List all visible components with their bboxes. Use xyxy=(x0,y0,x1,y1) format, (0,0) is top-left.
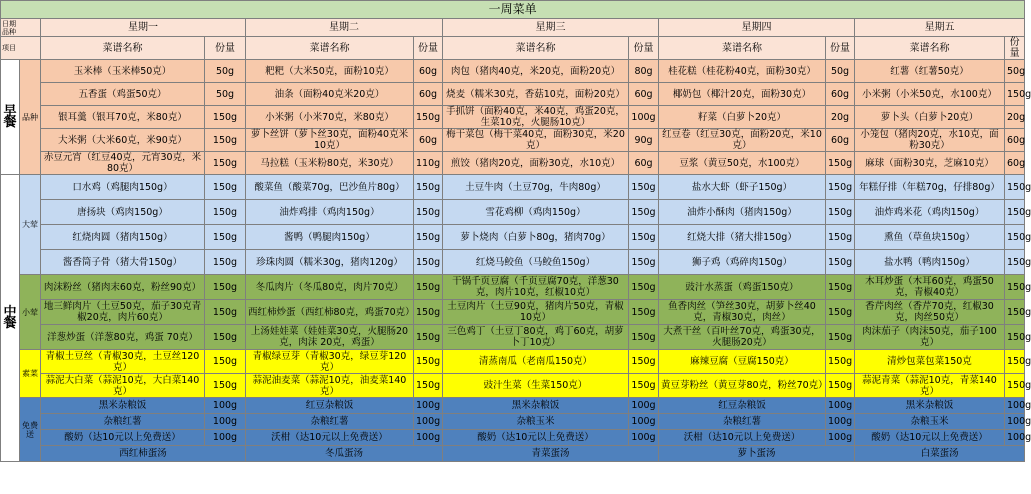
dish-name: 蒜泥大白菜（蒜泥10克，大白菜140克） xyxy=(41,374,205,398)
meal-label: 中餐 xyxy=(1,175,20,462)
dish-portion: 100g xyxy=(205,398,246,414)
dish-portion: 150g xyxy=(1005,250,1025,275)
dish-name: 青椒绿豆芽（青椒30克，绿豆芽120克） xyxy=(246,350,414,374)
dish-name: 狮子鸡（鸡碎肉150g） xyxy=(659,250,826,275)
portion-header: 份量 xyxy=(205,37,246,60)
dish-name: 杂粮红薯 xyxy=(659,414,826,430)
dish-portion: 60g xyxy=(629,152,659,175)
dish-portion: 100g xyxy=(414,414,443,430)
dish-name: 黑米杂粮饭 xyxy=(443,398,629,414)
dish-portion: 100g xyxy=(629,398,659,414)
soup-name: 萝卜蛋汤 xyxy=(659,446,855,462)
dish-portion: 150g xyxy=(826,152,855,175)
dish-portion: 150g xyxy=(826,175,855,200)
dish-portion: 150g xyxy=(1005,374,1025,398)
soup-name: 青菜蛋汤 xyxy=(443,446,659,462)
dish-name: 油炸鸡米花（鸡肉150g） xyxy=(855,200,1005,225)
dish-portion: 60g xyxy=(414,129,443,152)
dish-portion: 150g xyxy=(826,350,855,374)
dish-portion: 50g xyxy=(826,60,855,83)
dish-portion: 150g xyxy=(629,250,659,275)
dish-name: 鱼香肉丝（笋丝30克，胡萝卜丝40克，青椒30克，肉丝） xyxy=(659,300,826,325)
dish-name: 杂粮红薯 xyxy=(246,414,414,430)
page-title: 一周菜单 xyxy=(1,1,1025,19)
dish-name: 萝卜丝饼（萝卜丝30克，面粉40克米10克） xyxy=(246,129,414,152)
dish-name: 沃柑（达10元以上免费送） xyxy=(659,430,826,446)
day-header: 星期四 xyxy=(659,19,855,37)
dish-portion: 90g xyxy=(629,129,659,152)
dish-portion: 150g xyxy=(205,275,246,300)
dish-portion: 100g xyxy=(826,430,855,446)
dish-name-header: 菜谱名称 xyxy=(443,37,629,60)
dish-name: 红烧肉圆（猪肉150g） xyxy=(41,225,205,250)
day-header: 星期三 xyxy=(443,19,659,37)
dish-name: 肉沫茄子（肉沫50克，茄子100克） xyxy=(855,325,1005,350)
dish-portion: 150g xyxy=(414,350,443,374)
dish-name: 大米粥（大米60克，米90克） xyxy=(41,129,205,152)
day-header: 星期一 xyxy=(41,19,246,37)
dish-name: 上汤娃娃菜（娃娃菜30克，火腿肠20克，肉沫 20克，鸡蛋） xyxy=(246,325,414,350)
dish-portion: 150g xyxy=(205,129,246,152)
dish-portion: 150g xyxy=(1005,325,1025,350)
menu-row xyxy=(1,325,1025,350)
dish-name: 豉汁水蒸蛋（鸡蛋150克） xyxy=(659,275,826,300)
dish-name: 萝卜头（白萝卜20克） xyxy=(855,106,1005,129)
dish-portion: 150g xyxy=(205,106,246,129)
dish-portion: 150g xyxy=(205,325,246,350)
dish-name: 酸菜鱼（酸菜70g，巴沙鱼片80g） xyxy=(246,175,414,200)
dish-name: 黄豆芽粉丝（黄豆芽80克，粉丝70克） xyxy=(659,374,826,398)
dish-name: 粑粑（大米50克，面粉10克） xyxy=(246,60,414,83)
dish-name: 杂粮玉米 xyxy=(443,414,629,430)
dish-portion: 150g xyxy=(629,325,659,350)
dish-portion: 50g xyxy=(205,83,246,106)
dish-portion: 150g xyxy=(414,275,443,300)
dish-portion: 150g xyxy=(826,275,855,300)
dish-name: 红豆杂粮饭 xyxy=(246,398,414,414)
dish-name: 五香蛋（鸡蛋50克） xyxy=(41,83,205,106)
dish-portion: 100g xyxy=(826,414,855,430)
dish-portion: 100g xyxy=(1005,414,1025,430)
dish-portion: 150g xyxy=(205,350,246,374)
dish-name: 盐水鸭（鸭肉150g） xyxy=(855,250,1005,275)
dish-portion: 60g xyxy=(826,129,855,152)
dish-name: 口水鸡（鸡腿肉150g） xyxy=(41,175,205,200)
category-label: 免费送 xyxy=(20,398,41,462)
dish-portion: 110g xyxy=(414,152,443,175)
dish-portion: 150g xyxy=(414,300,443,325)
dish-name: 豆浆（黄豆50克，水100克） xyxy=(659,152,826,175)
menu-row xyxy=(1,83,1025,106)
dish-name: 椰奶包（椰汁20克，面粉30克） xyxy=(659,83,826,106)
dish-name: 黑米杂粮饭 xyxy=(855,398,1005,414)
dish-name: 小笼包（猪肉20克，水10克，面粉30克） xyxy=(855,129,1005,152)
dish-portion: 150g xyxy=(414,200,443,225)
dish-portion: 60g xyxy=(629,83,659,106)
dish-portion: 60g xyxy=(826,83,855,106)
dish-portion: 60g xyxy=(414,83,443,106)
menu-row xyxy=(1,300,1025,325)
dish-portion: 150g xyxy=(1005,350,1025,374)
dish-portion: 150g xyxy=(1005,200,1025,225)
menu-row xyxy=(1,374,1025,398)
dish-name: 红烧大排（猪大排150g） xyxy=(659,225,826,250)
dish-portion: 80g xyxy=(629,60,659,83)
dish-portion: 150g xyxy=(205,225,246,250)
dish-portion: 150g xyxy=(629,200,659,225)
dish-name: 小米粥（小米70克，米80克） xyxy=(246,106,414,129)
dish-portion: 100g xyxy=(1005,430,1025,446)
menu-row xyxy=(1,152,1025,175)
dish-name: 土豆肉片（土豆90克，猪肉片50克，青椒10克） xyxy=(443,300,629,325)
corner-item-label: 项目 xyxy=(1,37,41,60)
dish-name: 银耳羹（银耳70克，米80克） xyxy=(41,106,205,129)
dish-name: 煎饺（猪肉20克，面粉30克，水10克） xyxy=(443,152,629,175)
dish-name: 三色鸡丁（土豆丁80克，鸡丁60克，胡萝卜丁10克） xyxy=(443,325,629,350)
dish-name: 清蒸南瓜（老南瓜150克） xyxy=(443,350,629,374)
dish-portion: 150g xyxy=(826,250,855,275)
dish-portion: 150g xyxy=(1005,275,1025,300)
soup-row xyxy=(1,446,1025,462)
dish-name: 青椒土豆丝（青椒30克，土豆丝120克） xyxy=(41,350,205,374)
dish-name: 蒜泥油麦菜（蒜泥10克，油麦菜140克） xyxy=(246,374,414,398)
dish-name: 酸奶（达10元以上免费送） xyxy=(855,430,1005,446)
dish-name: 西红柿炒蛋（西红柿80克，鸡蛋70克） xyxy=(246,300,414,325)
dish-name: 籽菜（白萝卜20克） xyxy=(659,106,826,129)
dish-name: 梅干菜包（梅干菜40克，面粉30克，米20克） xyxy=(443,129,629,152)
corner-date-label: 日期 xyxy=(2,19,16,28)
dish-portion: 150g xyxy=(629,225,659,250)
corner-date-cat xyxy=(1,19,41,37)
menu-row xyxy=(1,225,1025,250)
soup-name: 西红柿蛋汤 xyxy=(41,446,246,462)
dish-portion: 150g xyxy=(826,325,855,350)
soup-name: 白菜蛋汤 xyxy=(855,446,1025,462)
dish-portion: 150g xyxy=(1005,175,1025,200)
dish-portion: 60g xyxy=(1005,129,1025,152)
corner-cat-label: 品种 xyxy=(2,27,16,36)
dish-portion: 50g xyxy=(205,60,246,83)
menu-row xyxy=(1,60,1025,83)
menu-row xyxy=(1,106,1025,129)
dish-portion: 20g xyxy=(826,106,855,129)
dish-portion: 150g xyxy=(826,300,855,325)
category-label: 大荤 xyxy=(20,175,41,275)
menu-row xyxy=(1,200,1025,225)
dish-name: 干锅千页豆腐（千页豆腐70克，洋葱30克，肉片10克，红椒10克） xyxy=(443,275,629,300)
dish-name: 大煮干丝（百叶丝70克，鸡蛋30克，火腿肠20克） xyxy=(659,325,826,350)
dish-name: 玉米棒（玉米棒50克） xyxy=(41,60,205,83)
dish-portion: 150g xyxy=(205,152,246,175)
dish-portion: 150g xyxy=(629,175,659,200)
menu-row xyxy=(1,275,1025,300)
dish-name: 酱香筒子骨（猪大骨150g） xyxy=(41,250,205,275)
dish-portion: 150g xyxy=(629,275,659,300)
dish-name: 杂粮红薯 xyxy=(41,414,205,430)
dish-portion: 150g xyxy=(205,300,246,325)
dish-name: 土豆牛肉（土豆70g，牛肉80g） xyxy=(443,175,629,200)
dish-portion: 150g xyxy=(1005,83,1025,106)
dish-name: 红豆杂粮饭 xyxy=(659,398,826,414)
dish-name: 肉沫粉丝（猪肉末60克，粉丝90克） xyxy=(41,275,205,300)
dish-name: 红豆卷（红豆30克，面粉20克，米10克） xyxy=(659,129,826,152)
dish-name-header: 菜谱名称 xyxy=(246,37,414,60)
dish-name: 马拉糕（玉米粉80克，米30克） xyxy=(246,152,414,175)
dish-name: 地三鲜肉片（土豆50克，茄子30克青椒20克，肉片60克） xyxy=(41,300,205,325)
dish-portion: 50g xyxy=(1005,60,1025,83)
dish-portion: 150g xyxy=(1005,300,1025,325)
dish-name: 手抓饼（面粉40克，米40克，鸡蛋20克，生菜10克，火腿肠10克） xyxy=(443,106,629,129)
soup-name: 冬瓜蛋汤 xyxy=(246,446,443,462)
dish-name: 珍珠肉圆（糯米30g，猪肉120g） xyxy=(246,250,414,275)
dish-name: 洋葱炒蛋（洋葱80克，鸡蛋 70克） xyxy=(41,325,205,350)
category-label: 小荤 xyxy=(20,275,41,350)
dish-name: 杂粮玉米 xyxy=(855,414,1005,430)
dish-name: 麻辣豆腐（豆腐150克） xyxy=(659,350,826,374)
dish-name: 香芹肉丝（香芹70克，红椒30克，肉丝50克） xyxy=(855,300,1005,325)
dish-portion: 100g xyxy=(629,414,659,430)
dish-portion: 150g xyxy=(205,200,246,225)
dish-portion: 150g xyxy=(205,374,246,398)
dish-name-header: 菜谱名称 xyxy=(855,37,1005,60)
dish-portion: 150g xyxy=(826,374,855,398)
dish-name: 盐水大虾（虾子150g） xyxy=(659,175,826,200)
day-header: 星期二 xyxy=(246,19,443,37)
portion-header: 份量 xyxy=(414,37,443,60)
menu-row xyxy=(1,129,1025,152)
dish-name: 清炒包菜包菜150克 xyxy=(855,350,1005,374)
menu-row xyxy=(1,414,1025,430)
dish-name: 红薯（红薯50克） xyxy=(855,60,1005,83)
dish-name: 冬瓜肉片（冬瓜80克，肉片70克） xyxy=(246,275,414,300)
portion-header: 份量 xyxy=(1005,37,1025,60)
dish-name: 油炸小酥肉（猪肉150g） xyxy=(659,200,826,225)
dish-name: 唐扬块（鸡肉150g） xyxy=(41,200,205,225)
portion-header: 份量 xyxy=(826,37,855,60)
dish-portion: 100g xyxy=(1005,398,1025,414)
menu-row xyxy=(1,430,1025,446)
dish-name: 黑米杂粮饭 xyxy=(41,398,205,414)
dish-portion: 20g xyxy=(1005,106,1025,129)
dish-portion: 150g xyxy=(414,106,443,129)
dish-name: 油炸鸡排（鸡肉150g） xyxy=(246,200,414,225)
dish-portion: 150g xyxy=(629,300,659,325)
dish-portion: 150g xyxy=(826,225,855,250)
category-label: 品种 xyxy=(20,60,41,175)
day-header: 星期五 xyxy=(855,19,1025,37)
dish-portion: 150g xyxy=(629,350,659,374)
dish-name: 桂花糕（桂花粉40克，面粉30克） xyxy=(659,60,826,83)
dish-portion: 150g xyxy=(629,374,659,398)
dish-portion: 150g xyxy=(414,250,443,275)
dish-name: 年糕仔排（年糕70g，仔排80g） xyxy=(855,175,1005,200)
dish-name: 雪花鸡柳（鸡肉150g） xyxy=(443,200,629,225)
menu-row xyxy=(1,398,1025,414)
dish-name: 赤豆元宵（红豆40克，元宵30克，米80克） xyxy=(41,152,205,175)
menu-row xyxy=(1,250,1025,275)
dish-name: 油条（面粉40克米20克） xyxy=(246,83,414,106)
dish-portion: 100g xyxy=(414,398,443,414)
dish-portion: 100g xyxy=(826,398,855,414)
dish-portion: 150g xyxy=(414,374,443,398)
dish-name: 红烧马鲛鱼（马鲛鱼150g） xyxy=(443,250,629,275)
dish-name: 萝卜烧肉（白萝卜80g，猪肉70g） xyxy=(443,225,629,250)
dish-name: 酸奶（达10元以上免费送） xyxy=(41,430,205,446)
dish-name: 熏鱼（草鱼块150g） xyxy=(855,225,1005,250)
dish-name: 肉包（猪肉40克，米20克，面粉20克） xyxy=(443,60,629,83)
dish-portion: 150g xyxy=(1005,225,1025,250)
dish-name: 蒜泥青菜（蒜泥10克，青菜140克） xyxy=(855,374,1005,398)
dish-portion: 150g xyxy=(205,175,246,200)
dish-name: 木耳炒蛋（木耳60克，鸡蛋50克，青椒40克） xyxy=(855,275,1005,300)
dish-portion: 100g xyxy=(629,430,659,446)
dish-name: 小米粥（小米50克，水100克） xyxy=(855,83,1005,106)
dish-portion: 100g xyxy=(414,430,443,446)
dish-portion: 150g xyxy=(205,250,246,275)
dish-name: 烧麦（糯米30克，香菇10克，面粉20克） xyxy=(443,83,629,106)
dish-name: 酱鸭（鸭腿肉150g） xyxy=(246,225,414,250)
dish-portion: 150g xyxy=(826,200,855,225)
menu-row xyxy=(1,175,1025,200)
dish-name-header: 菜谱名称 xyxy=(659,37,826,60)
dish-portion: 150g xyxy=(414,325,443,350)
dish-portion: 100g xyxy=(629,106,659,129)
menu-row xyxy=(1,350,1025,374)
dish-name: 酸奶（达10元以上免费送） xyxy=(443,430,629,446)
dish-portion: 60g xyxy=(414,60,443,83)
dish-portion: 60g xyxy=(1005,152,1025,175)
dish-name-header: 菜谱名称 xyxy=(41,37,205,60)
dish-portion: 100g xyxy=(205,414,246,430)
dish-portion: 150g xyxy=(414,225,443,250)
dish-portion: 100g xyxy=(205,430,246,446)
category-label: 素菜 xyxy=(20,350,41,398)
dish-name: 豉汁生菜（生菜150克） xyxy=(443,374,629,398)
dish-name: 麻球（面粉30克，芝麻10克） xyxy=(855,152,1005,175)
dish-portion: 150g xyxy=(414,175,443,200)
meal-label: 早餐 xyxy=(1,60,20,175)
portion-header: 份量 xyxy=(629,37,659,60)
dish-name: 沃柑（达10元以上免费送） xyxy=(246,430,414,446)
